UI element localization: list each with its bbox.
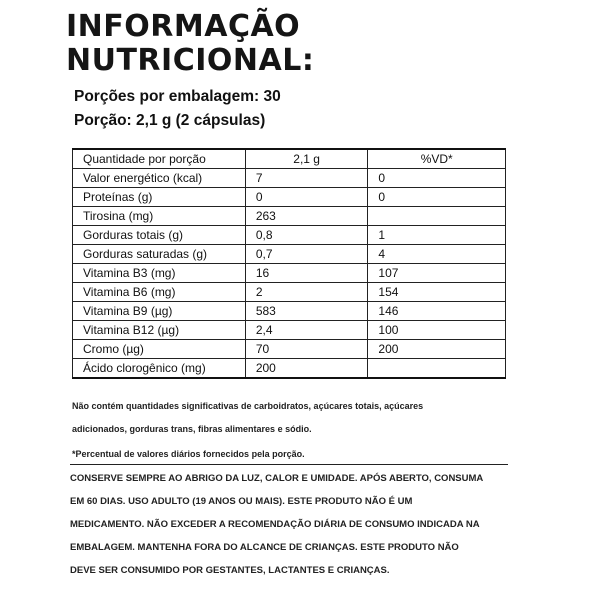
- nutrient-amount: 16: [245, 264, 368, 283]
- nutrient-name: Valor energético (kcal): [73, 169, 246, 188]
- nutrient-amount: 0,8: [245, 226, 368, 245]
- nutrient-name: Vitamina B6 (mg): [73, 283, 246, 302]
- warning-line: EMBALAGEM. MANTENHA FORA DO ALCANCE DE CRIANÇAS. ESTE PRODUTO NÃO: [70, 542, 459, 553]
- table-row: [73, 226, 506, 245]
- table-header-row: [73, 149, 506, 169]
- table-row: [73, 302, 506, 321]
- servings-per-package: Porções por embalagem: 30: [74, 88, 281, 105]
- table-row: [73, 245, 506, 264]
- divider: [70, 464, 508, 465]
- nutrient-amount: 2: [245, 283, 368, 302]
- nutrient-name: Vitamina B9 (µg): [73, 302, 246, 321]
- nutrient-dv: 154: [368, 283, 506, 302]
- title-line-2: NUTRICIONAL:: [66, 43, 315, 78]
- nutrient-name: Ácido clorogênico (mg): [73, 359, 246, 379]
- warning-line: CONSERVE SEMPRE AO ABRIGO DA LUZ, CALOR E UMIDADE. APÓS ABERTO, CONSUMA: [70, 473, 484, 484]
- nutrient-dv: [368, 359, 506, 379]
- page-title: [66, 10, 314, 78]
- table-row: [73, 283, 506, 302]
- table-row: [73, 169, 506, 188]
- warning-line: EM 60 DIAS. USO ADULTO (19 ANOS OU MAIS). ESTE PRODUTO NÃO É UM: [70, 496, 413, 507]
- nutrient-amount: 7: [245, 169, 368, 188]
- nutrient-dv: 107: [368, 264, 506, 283]
- header-daily-value: %VD*: [368, 149, 506, 169]
- nutrient-name: Vitamina B3 (mg): [73, 264, 246, 283]
- nutrient-name: Gorduras totais (g): [73, 226, 246, 245]
- note-daily-value: *Percentual de valores diários fornecidos pela porção.: [72, 449, 305, 459]
- nutrient-dv: 0: [368, 188, 506, 207]
- warning-line: DEVE SER CONSUMIDO POR GESTANTES, LACTANTES E CRIANÇAS.: [70, 565, 390, 576]
- table-row: [73, 188, 506, 207]
- nutrient-amount: 200: [245, 359, 368, 379]
- header-amount: 2,1 g: [245, 149, 368, 169]
- nutrient-dv: 100: [368, 321, 506, 340]
- nutrient-amount: 2,4: [245, 321, 368, 340]
- nutrient-name: Proteínas (g): [73, 188, 246, 207]
- nutrient-amount: 70: [245, 340, 368, 359]
- nutrition-table: [72, 148, 506, 379]
- nutrient-dv: 146: [368, 302, 506, 321]
- table-row: [73, 340, 506, 359]
- nutrient-name: Tirosina (mg): [73, 207, 246, 226]
- nutrient-dv: 1: [368, 226, 506, 245]
- nutrient-amount: 263: [245, 207, 368, 226]
- storage-warning: [70, 467, 510, 582]
- header-quantity: Quantidade por porção: [73, 149, 246, 169]
- note-nutrients: Não contém quantidades significativas de carboidratos, açúcares totais, açúcares: [72, 401, 424, 411]
- nutrient-amount: 583: [245, 302, 368, 321]
- nutrient-dv: 200: [368, 340, 506, 359]
- nutrient-name: Vitamina B12 (µg): [73, 321, 246, 340]
- table-row: [73, 321, 506, 340]
- nutrient-name: Cromo (µg): [73, 340, 246, 359]
- table-row: [73, 264, 506, 283]
- nutrient-name: Gorduras saturadas (g): [73, 245, 246, 264]
- title-line-1: INFORMAÇÃO: [66, 9, 301, 44]
- nutrient-amount: 0,7: [245, 245, 368, 264]
- table-row: [73, 359, 506, 379]
- nutrient-dv: 0: [368, 169, 506, 188]
- nutrient-dv: [368, 207, 506, 226]
- nutrient-amount: 0: [245, 188, 368, 207]
- portion-size: Porção: 2,1 g (2 cápsulas): [74, 112, 266, 129]
- table-row: [73, 207, 506, 226]
- warning-line: MEDICAMENTO. NÃO EXCEDER A RECOMENDAÇÃO DIÁRIA DE CONSUMO INDICADA NA: [70, 519, 480, 530]
- note-nutrients-cont: adicionados, gorduras trans, fibras alimentares e sódio.: [72, 424, 312, 434]
- nutrient-dv: 4: [368, 245, 506, 264]
